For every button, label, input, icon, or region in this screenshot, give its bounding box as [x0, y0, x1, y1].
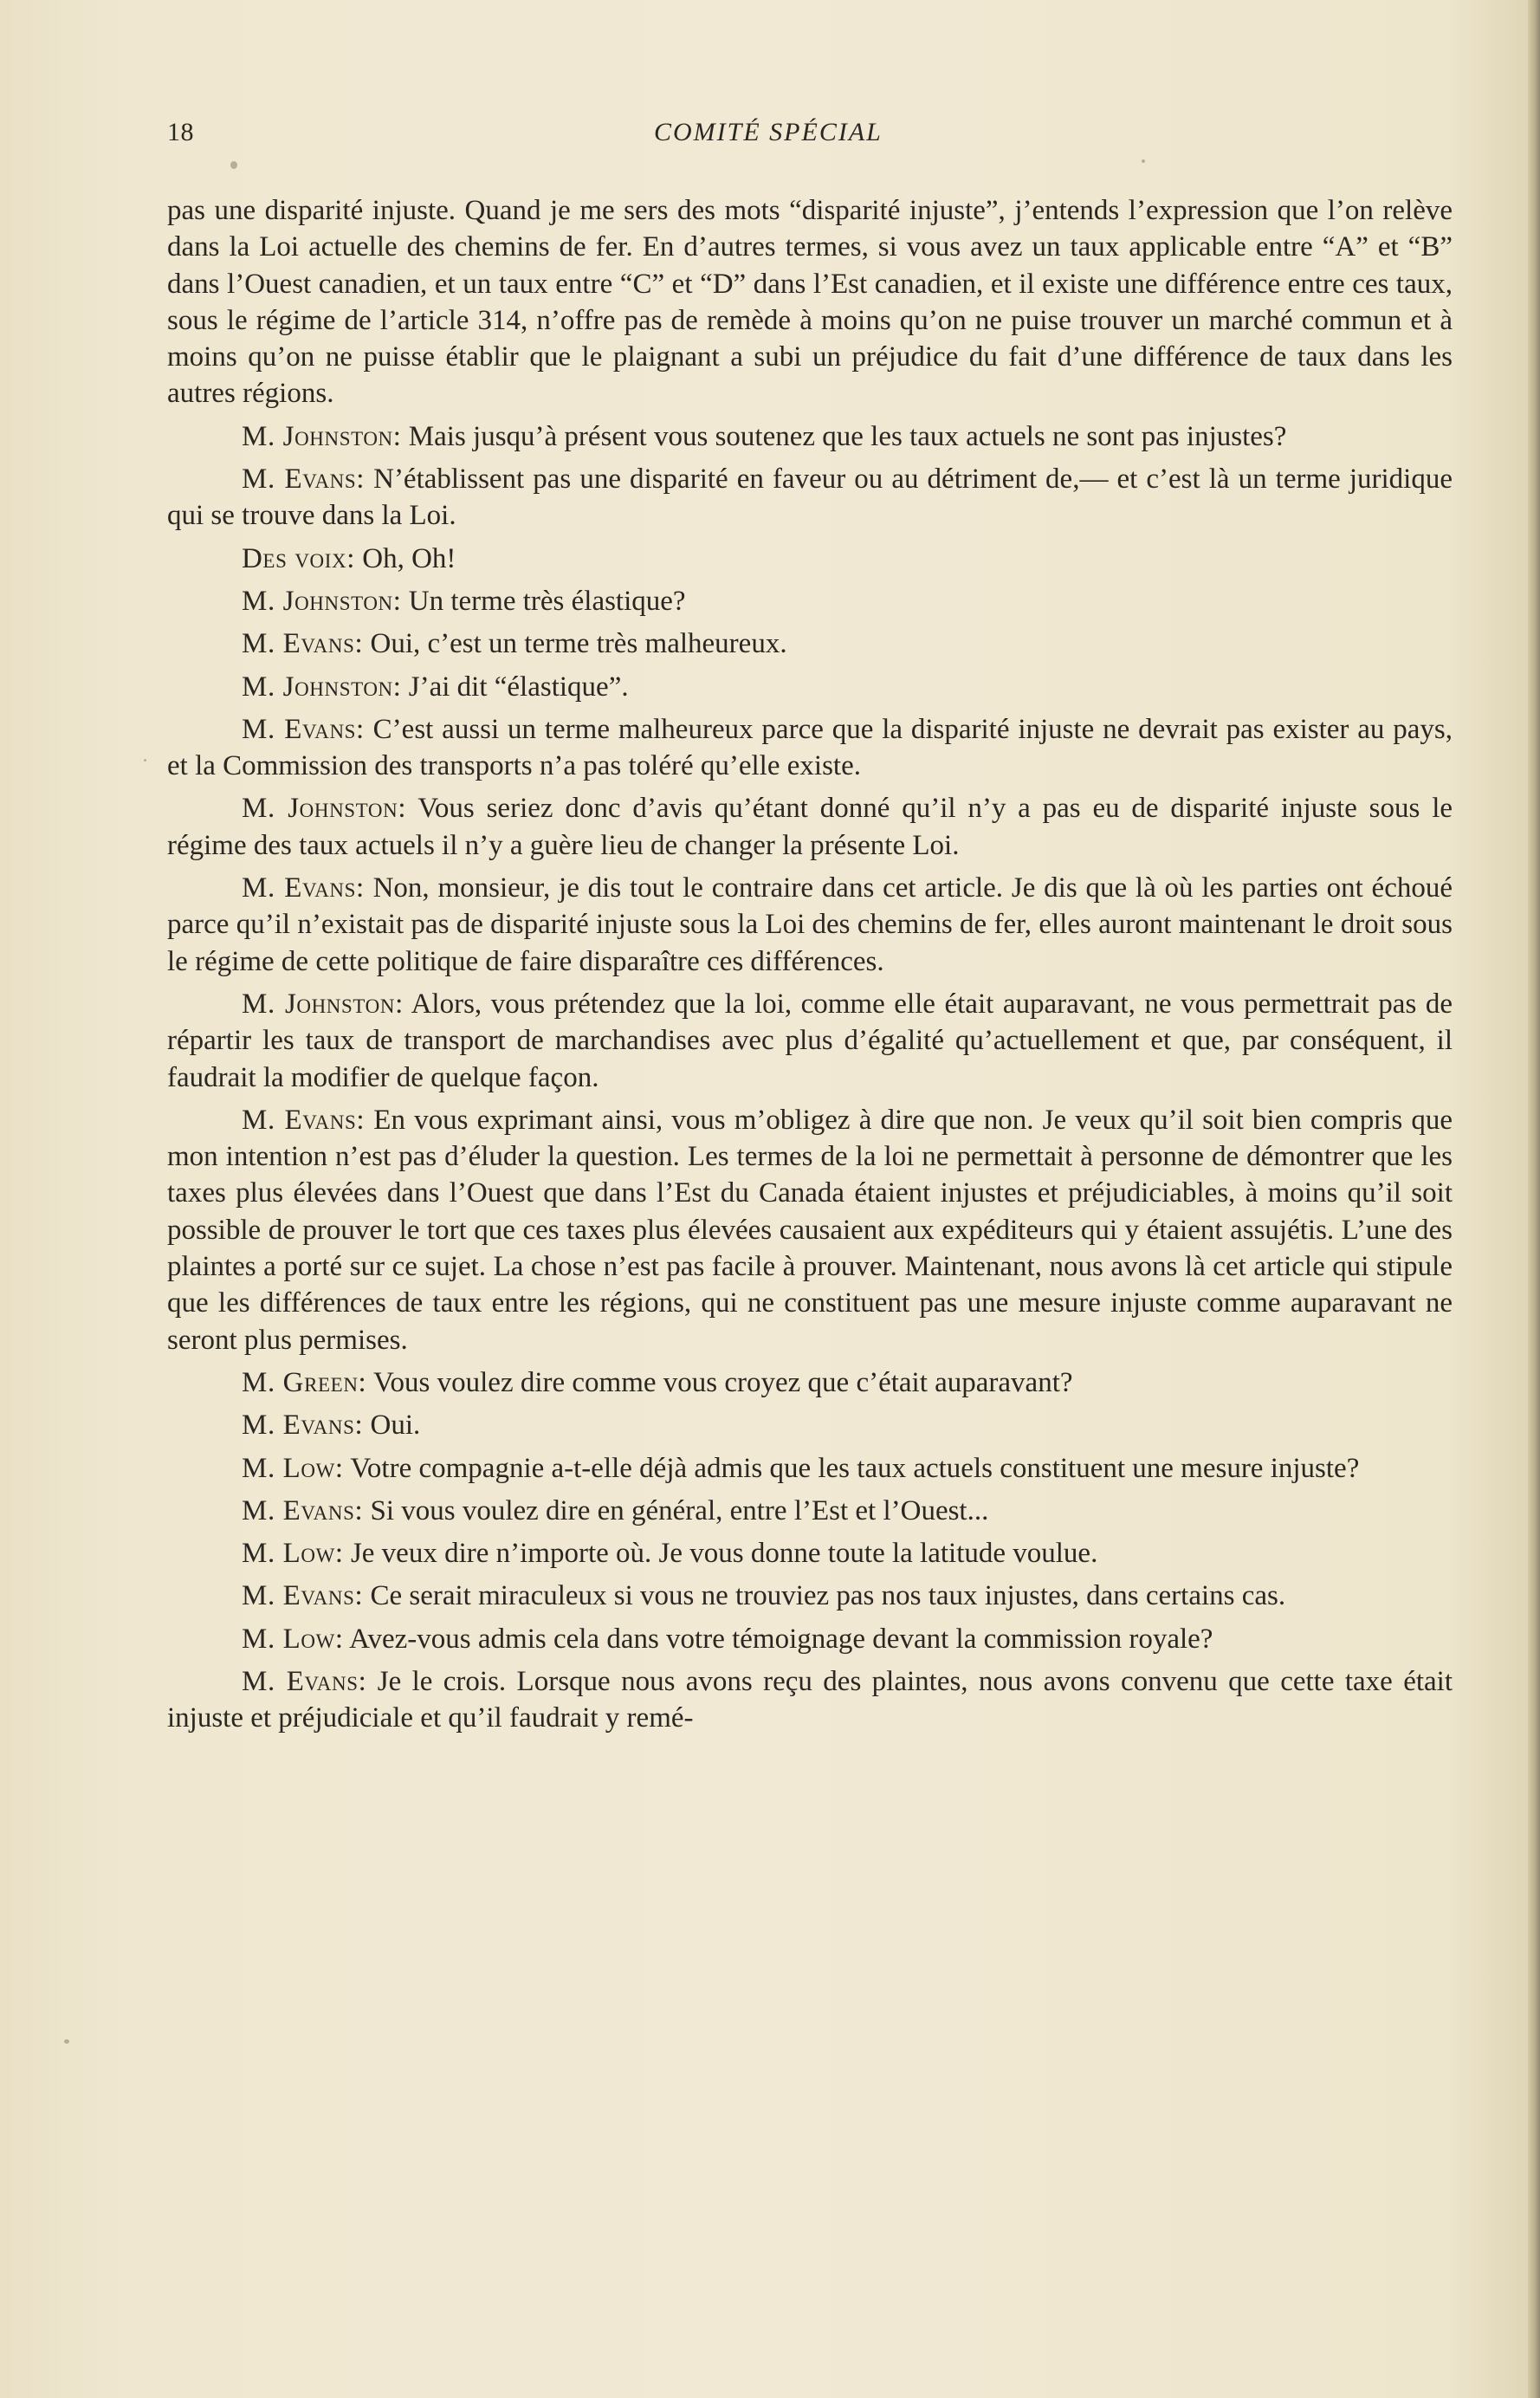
speaker-name: M. Evans:: [242, 1580, 364, 1612]
speaker-name: M. Evans:: [242, 872, 365, 904]
transcript-paragraph: [167, 986, 1453, 1096]
speaker-name: M. Johnston:: [242, 585, 402, 617]
transcript-paragraph: [167, 1364, 1453, 1401]
page-number: 18: [167, 118, 194, 146]
transcript-paragraph: [167, 583, 1453, 619]
speaker-name: M. Evans:: [242, 1665, 367, 1697]
transcript-paragraph: [167, 1621, 1453, 1657]
transcript-paragraph: [167, 461, 1453, 535]
speaker-name: M. Evans:: [242, 1104, 366, 1136]
transcript-paragraph: [167, 625, 1453, 662]
paragraph-text: Je le crois. Lorsque nous avons reçu des plaintes, nous avons convenu que cette taxe était injuste et préjudiciale et qu’il faudrait y remé-: [167, 1665, 1453, 1734]
speaker-name: Des voix:: [242, 542, 355, 574]
paragraph-text: N’établissent pas une disparité en faveur ou au détriment de,— et c’est là un terme juridique qui se trouve dans la Loi.: [167, 463, 1453, 532]
paragraph-text: Je veux dire n’importe où. Je vous donne toute la latitude voulue.: [350, 1538, 1098, 1570]
paragraph-text: Vous seriez donc d’avis qu’étant donné qu’il n’y a pas eu de disparité injuste sous le régime des taux actuels il n’y a guère lieu de changer la présente Loi.: [167, 793, 1453, 861]
paragraph-text: Si vous voulez dire en général, entre l’Est et l’Ouest...: [370, 1494, 989, 1526]
paragraph-text: Avez-vous admis cela dans votre témoignage devant la commission royale?: [349, 1623, 1213, 1655]
print-speck: [64, 2039, 69, 2044]
speaker-name: M. Johnston:: [242, 793, 407, 825]
transcript-paragraph: [167, 1578, 1453, 1614]
paragraph-text: Ce serait miraculeux si vous ne trouviez pas nos taux injustes, dans certains cas.: [370, 1580, 1286, 1612]
transcript-paragraph: [167, 669, 1453, 705]
speaker-name: M. Johnston:: [242, 671, 402, 703]
speaker-name: M. Green:: [242, 1366, 367, 1398]
paragraph-text: Vous voulez dire comme vous croyez que c’était auparavant?: [372, 1366, 1073, 1398]
speaker-name: M. Johnston:: [242, 420, 402, 452]
transcript-paragraph: [167, 541, 1453, 577]
paragraph-text: C’est aussi un terme malheureux parce que la disparité injuste ne devrait pas exister au pays, et la Commission des transports n’a pas toléré qu’elle existe.: [167, 713, 1453, 782]
transcript-paragraph: [167, 1663, 1453, 1737]
transcript-paragraph: [167, 1535, 1453, 1572]
page-header: [167, 118, 1449, 156]
print-speck: [144, 759, 146, 762]
paragraph-text: J’ai dit “élastique”.: [408, 671, 629, 703]
transcript-paragraph: [167, 418, 1453, 455]
paragraph-text: Votre compagnie a-t-elle déjà admis que les taux actuels constituent une mesure injuste?: [350, 1452, 1360, 1484]
print-speck: [230, 161, 237, 169]
transcript-paragraph: [167, 1450, 1453, 1487]
transcript-paragraph: [167, 790, 1453, 864]
speaker-name: M. Johnston:: [242, 988, 404, 1020]
transcript-paragraph: [167, 1493, 1453, 1529]
paragraph-text: Alors, vous prétendez que la loi, comme elle était auparavant, ne vous permettrait pas de répartir les taux de transport de marchandises avec plus d’égalité qu’actuellement et que, par conséquent, il faudrait la modifier de quelque façon.: [167, 988, 1453, 1093]
paragraph-text: Non, monsieur, je dis tout le contraire dans cet article. Je dis que là où les parties ont échoué parce qu’il n’existait pas de disparité injuste sous la Loi des chemins de fer, elles auront maintenant le droit sous le régime de cette politique de faire disparaître ces différences.: [167, 872, 1453, 977]
transcript-paragraph: [167, 192, 1453, 412]
transcript-paragraph: [167, 711, 1453, 785]
speaker-name: M. Evans:: [242, 463, 366, 496]
transcript-paragraph: [167, 1102, 1453, 1358]
paragraph-text: Un terme très élastique?: [408, 585, 686, 617]
paragraph-text: pas une disparité injuste. Quand je me sers des mots “disparité injuste”, j’entends l’expression que l’on relève dans la Loi actuelle des chemins de fer. En d’autres termes, si vous avez un taux applicable entre “A” et “B” dans l’Ouest canadien, et un taux entre “C” et “D” dans l’Est canadien, et il existe une différence entre ces taux, sous le régime de l’article 314, n’offre pas de remède à moins qu’on ne puise trouver un marché commun et à moins qu’on ne puisse établir que le plaignant a subi un préjudice du fait d’une différence de taux dans les autres régions.: [167, 195, 1453, 410]
paragraph-text: Oui.: [370, 1410, 421, 1442]
paragraph-text: Oh, Oh!: [362, 542, 456, 574]
transcript-paragraph: [167, 870, 1453, 980]
paragraph-text: En vous exprimant ainsi, vous m’obligez à dire que non. Je veux qu’il soit bien compris que mon intention n’est pas d’éluder la question. Les termes de la loi ne permettait à personne de démontrer que les taxes plus élevées dans l’Ouest que dans l’Est du Canada étaient injustes et préjudiciables, à moins qu’il soit possible de prouver le tort que ces taxes plus élevées causaient aux expéditeurs qui y étaient assujétis. L’une des plaintes a porté sur ce sujet. La chose n’est pas facile à prouver. Maintenant, nous avons là cet article qui stipule que les différences de taux entre les régions, qui ne constituent pas une mesure injuste comme auparavant ne seront plus permises.: [167, 1104, 1453, 1356]
speaker-name: M. Evans:: [242, 1494, 364, 1526]
print-speck: [1142, 159, 1145, 163]
speaker-name: M. Evans:: [242, 628, 364, 660]
transcript-body: [167, 192, 1453, 1743]
speaker-name: M. Low:: [242, 1623, 344, 1655]
speaker-name: M. Low:: [242, 1538, 344, 1570]
transcript-paragraph: [167, 1407, 1453, 1443]
page-edge-shadow: [1528, 0, 1540, 2398]
speaker-name: M. Evans:: [242, 1410, 364, 1442]
running-title: COMITÉ SPÉCIAL: [654, 118, 883, 146]
paragraph-text: Mais jusqu’à présent vous soutenez que les taux actuels ne sont pas injustes?: [408, 420, 1287, 452]
paragraph-text: Oui, c’est un terme très malheureux.: [370, 628, 787, 660]
speaker-name: M. Evans:: [242, 713, 365, 745]
speaker-name: M. Low:: [242, 1452, 344, 1484]
